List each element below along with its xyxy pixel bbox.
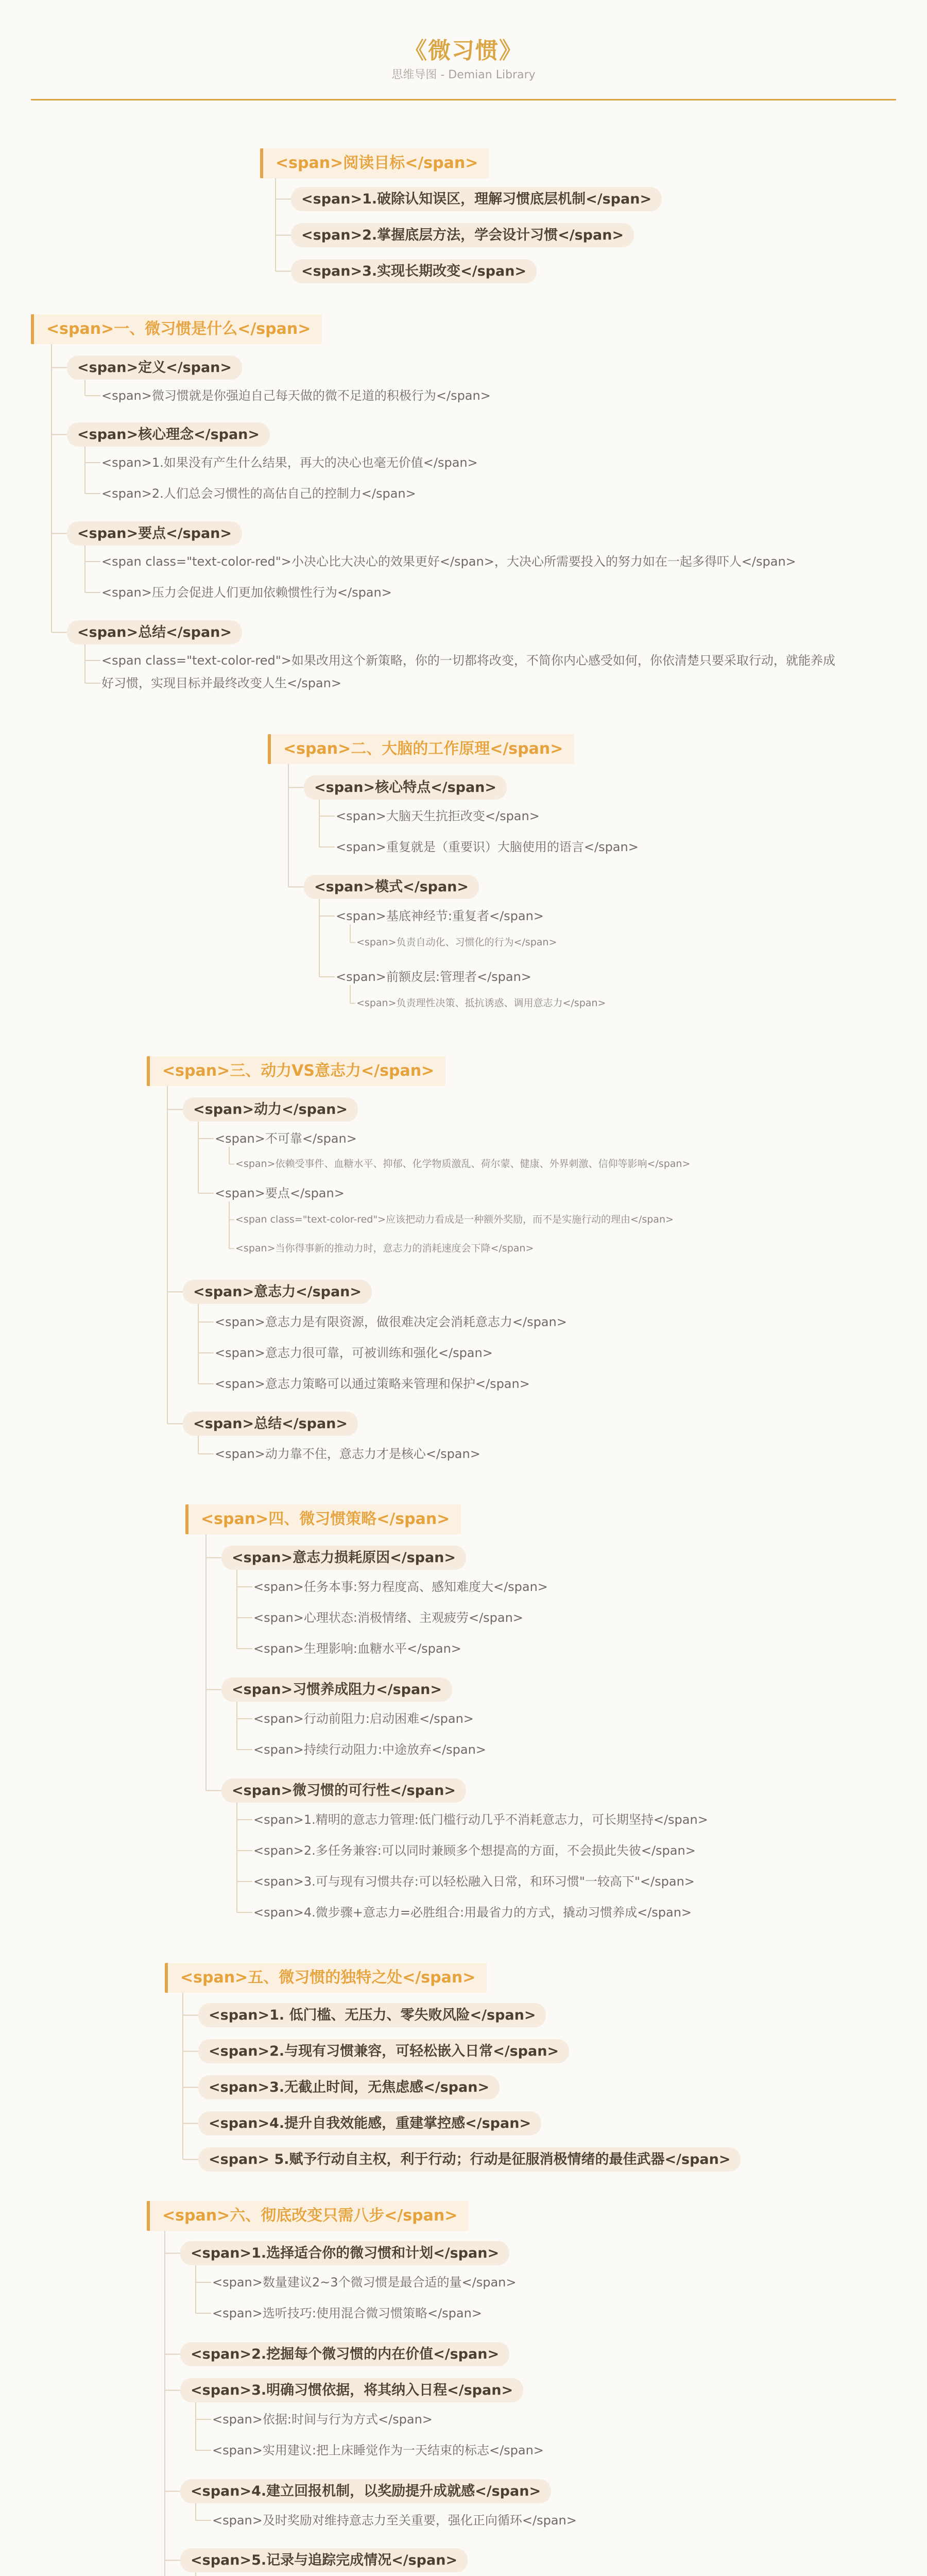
topic-node: <span>3.无截止时间，无焦虑感</span> (198, 2075, 500, 2099)
page-subtitle: 思维导图 - Demian Library (391, 69, 536, 81)
detail-node: <span>大脑天生抗拒改变</span> (336, 809, 540, 823)
detail-node: <span>依赖受事件、血糖水平、抑郁、化学物质激乱、荷尔蒙、健康、外界刺激、信仰等影响</span> (235, 1158, 691, 1170)
detail-node: <span>当你得事新的推动力时，意志力的消耗速度会下降</span> (235, 1243, 534, 1254)
detail-node: <span>生理影响:血糖水平</span> (253, 1641, 461, 1656)
detail-node: <span>3.可与现有习惯共存:可以轻松融入日常，和环习惯"一较高下"</span> (253, 1874, 695, 1889)
detail-node: <span>意志力很可靠，可被训练和强化</span> (215, 1346, 493, 1360)
topic-node: <span>2.与现有习惯兼容，可轻松嵌入日常</span> (198, 2039, 569, 2063)
topic-node: <span>微习惯的可行性</span> (221, 1778, 466, 1803)
topic-node: <span> 5.赋予行动自主权，利于行动；行动是征服消极情绪的最佳武器</span> (198, 2147, 741, 2172)
topic-node: <span>核心理念</span> (67, 422, 270, 447)
detail-node: <span>4.微步骤+意志力=必胜组合:用最省力的方式，撬动习惯养成</span> (253, 1905, 692, 1920)
detail-node: <span>动力靠不住，意志力才是核心</span> (215, 1447, 480, 1461)
detail-node: <span class="text-color-red">应该把动力看成是一种额外奖励，而不是实施行动的理由</span> (235, 1214, 674, 1225)
detail-node: <span>前额皮层:管理者</span> (336, 970, 531, 984)
topic-node: <span>1.破除认知误区，理解习惯底层机制</span> (291, 187, 662, 211)
detail-node: <span>负责自动化、习惯化的行为</span> (356, 937, 557, 948)
topic-node: <span>习惯养成阻力</span> (221, 1677, 452, 1702)
topic-node: <span>定义</span> (67, 355, 242, 380)
detail-node: <span>心理状态:消极情绪、主观疲劳</span> (253, 1611, 523, 1625)
detail-node: <span>行动前阻力:启动困难</span> (253, 1711, 474, 1726)
detail-node: <span>1.如果没有产生什么结果，再大的决心也毫无价值</span> (101, 455, 478, 470)
detail-node: <span>数量建议2~3个微习惯是最合适的量</span> (212, 2275, 517, 2290)
detail-node: <span>压力会促进人们更加依赖惯性行为</span> (101, 585, 392, 600)
section-node: <span>六、彻底改变只需八步</span> (147, 2201, 469, 2231)
topic-node: <span>3.明确习惯依据，将其纳入日程</span> (180, 2378, 523, 2402)
detail-node: <span class="text-color-red">小决心比大决心的效果更好</span>，大决心所需要投入的努力如在一起多得吓人</span> (101, 554, 796, 569)
topic-node: <span>4.建立回报机制，以奖励提升成就感</span> (180, 2479, 551, 2503)
detail-node: <span>不可靠</span> (215, 1131, 357, 1146)
topic-node: <span>1.选择适合你的微习惯和计划</span> (180, 2241, 509, 2265)
detail-node: <span>意志力策略可以通过策略来管理和保护</span> (215, 1377, 530, 1391)
topic-node: <span>动力</span> (183, 1097, 358, 1122)
topic-node: <span>3.实现长期改变</span> (291, 259, 537, 283)
topic-node: <span>2.掌握底层方法，学会设计习惯</span> (291, 223, 634, 247)
topic-node: <span>2.挖掘每个微习惯的内在价值</span> (180, 2342, 509, 2366)
detail-node: <span>及时奖励对维持意志力至关重要，强化正向循环</span> (212, 2513, 577, 2528)
detail-node: <span>负责理性决策、抵抗诱惑、调用意志力</span> (356, 997, 606, 1009)
detail-node: <span>2.多任务兼容:可以同时兼顾多个想提高的方面，不会损此失彼</span> (253, 1843, 696, 1858)
detail-node: <span>意志力是有限资源，做很难决定会消耗意志力</span> (215, 1315, 567, 1329)
topic-node: <span>总结</span> (183, 1412, 358, 1436)
topic-node: <span>模式</span> (304, 875, 479, 899)
detail-node: <span>选听技巧:使用混合微习惯策略</span> (212, 2306, 482, 2320)
topic-node: <span>1. 低门槛、无压力、零失败风险</span> (198, 2003, 546, 2027)
detail-node: <span>任务本事:努力程度高、感知难度大</span> (253, 1580, 548, 1594)
detail-node: <span>持续行动阻力:中途放弃</span> (253, 1742, 486, 1757)
section-node: <span>三、动力VS意志力</span> (147, 1056, 445, 1086)
topic-node: <span>5.记录与追踪完成情况</span> (180, 2548, 468, 2572)
detail-node: <span>实用建议:把上床睡觉作为一天结束的标志</span> (212, 2443, 544, 2458)
detail-node: <span>重复就是（重要识）大脑使用的语言</span> (336, 840, 639, 854)
section-node: <span>阅读目标</span> (260, 148, 489, 178)
topic-node: <span>4.提升自我效能感，重建掌控感</span> (198, 2111, 541, 2136)
detail-node: <span>依据:时间与行为方式</span> (212, 2412, 433, 2427)
section-node: <span>一、微习惯是什么</span> (31, 314, 322, 344)
topic-node: <span>总结</span> (67, 620, 242, 645)
topic-node: <span>意志力</span> (183, 1280, 372, 1304)
detail-node: <span>1.精明的意志力管理:低门槛行动几乎不消耗意志力，可长期坚持</span> (253, 1812, 708, 1827)
detail-node: <span>2.人们总会习惯性的高估自己的控制力</span> (101, 486, 416, 501)
detail-node: <span>要点</span> (215, 1186, 345, 1200)
section-node: <span>二、大脑的工作原理</span> (268, 734, 574, 764)
page-title: 《微习惯》 (404, 38, 523, 64)
section-node: <span>五、微习惯的独特之处</span> (165, 1963, 487, 1993)
section-node: <span>四、微习惯策略</span> (185, 1504, 461, 1534)
detail-node: <span>微习惯就是你强迫自己每天做的微不足道的积极行为</span> (101, 388, 491, 403)
detail-node: 好习惯，实现目标并最终改变人生</span> (101, 676, 341, 690)
detail-node: <span class="text-color-red">如果改用这个新策略，你的一切都将改变，不简你内心感受如何，你依清楚只要采取行动，就能养成 (101, 653, 835, 668)
detail-node: <span>基底神经节:重复者</span> (336, 909, 544, 923)
topic-node: <span>要点</span> (67, 521, 242, 546)
topic-node: <span>意志力损耗原因</span> (221, 1546, 466, 1570)
topic-node: <span>核心特点</span> (304, 775, 507, 800)
